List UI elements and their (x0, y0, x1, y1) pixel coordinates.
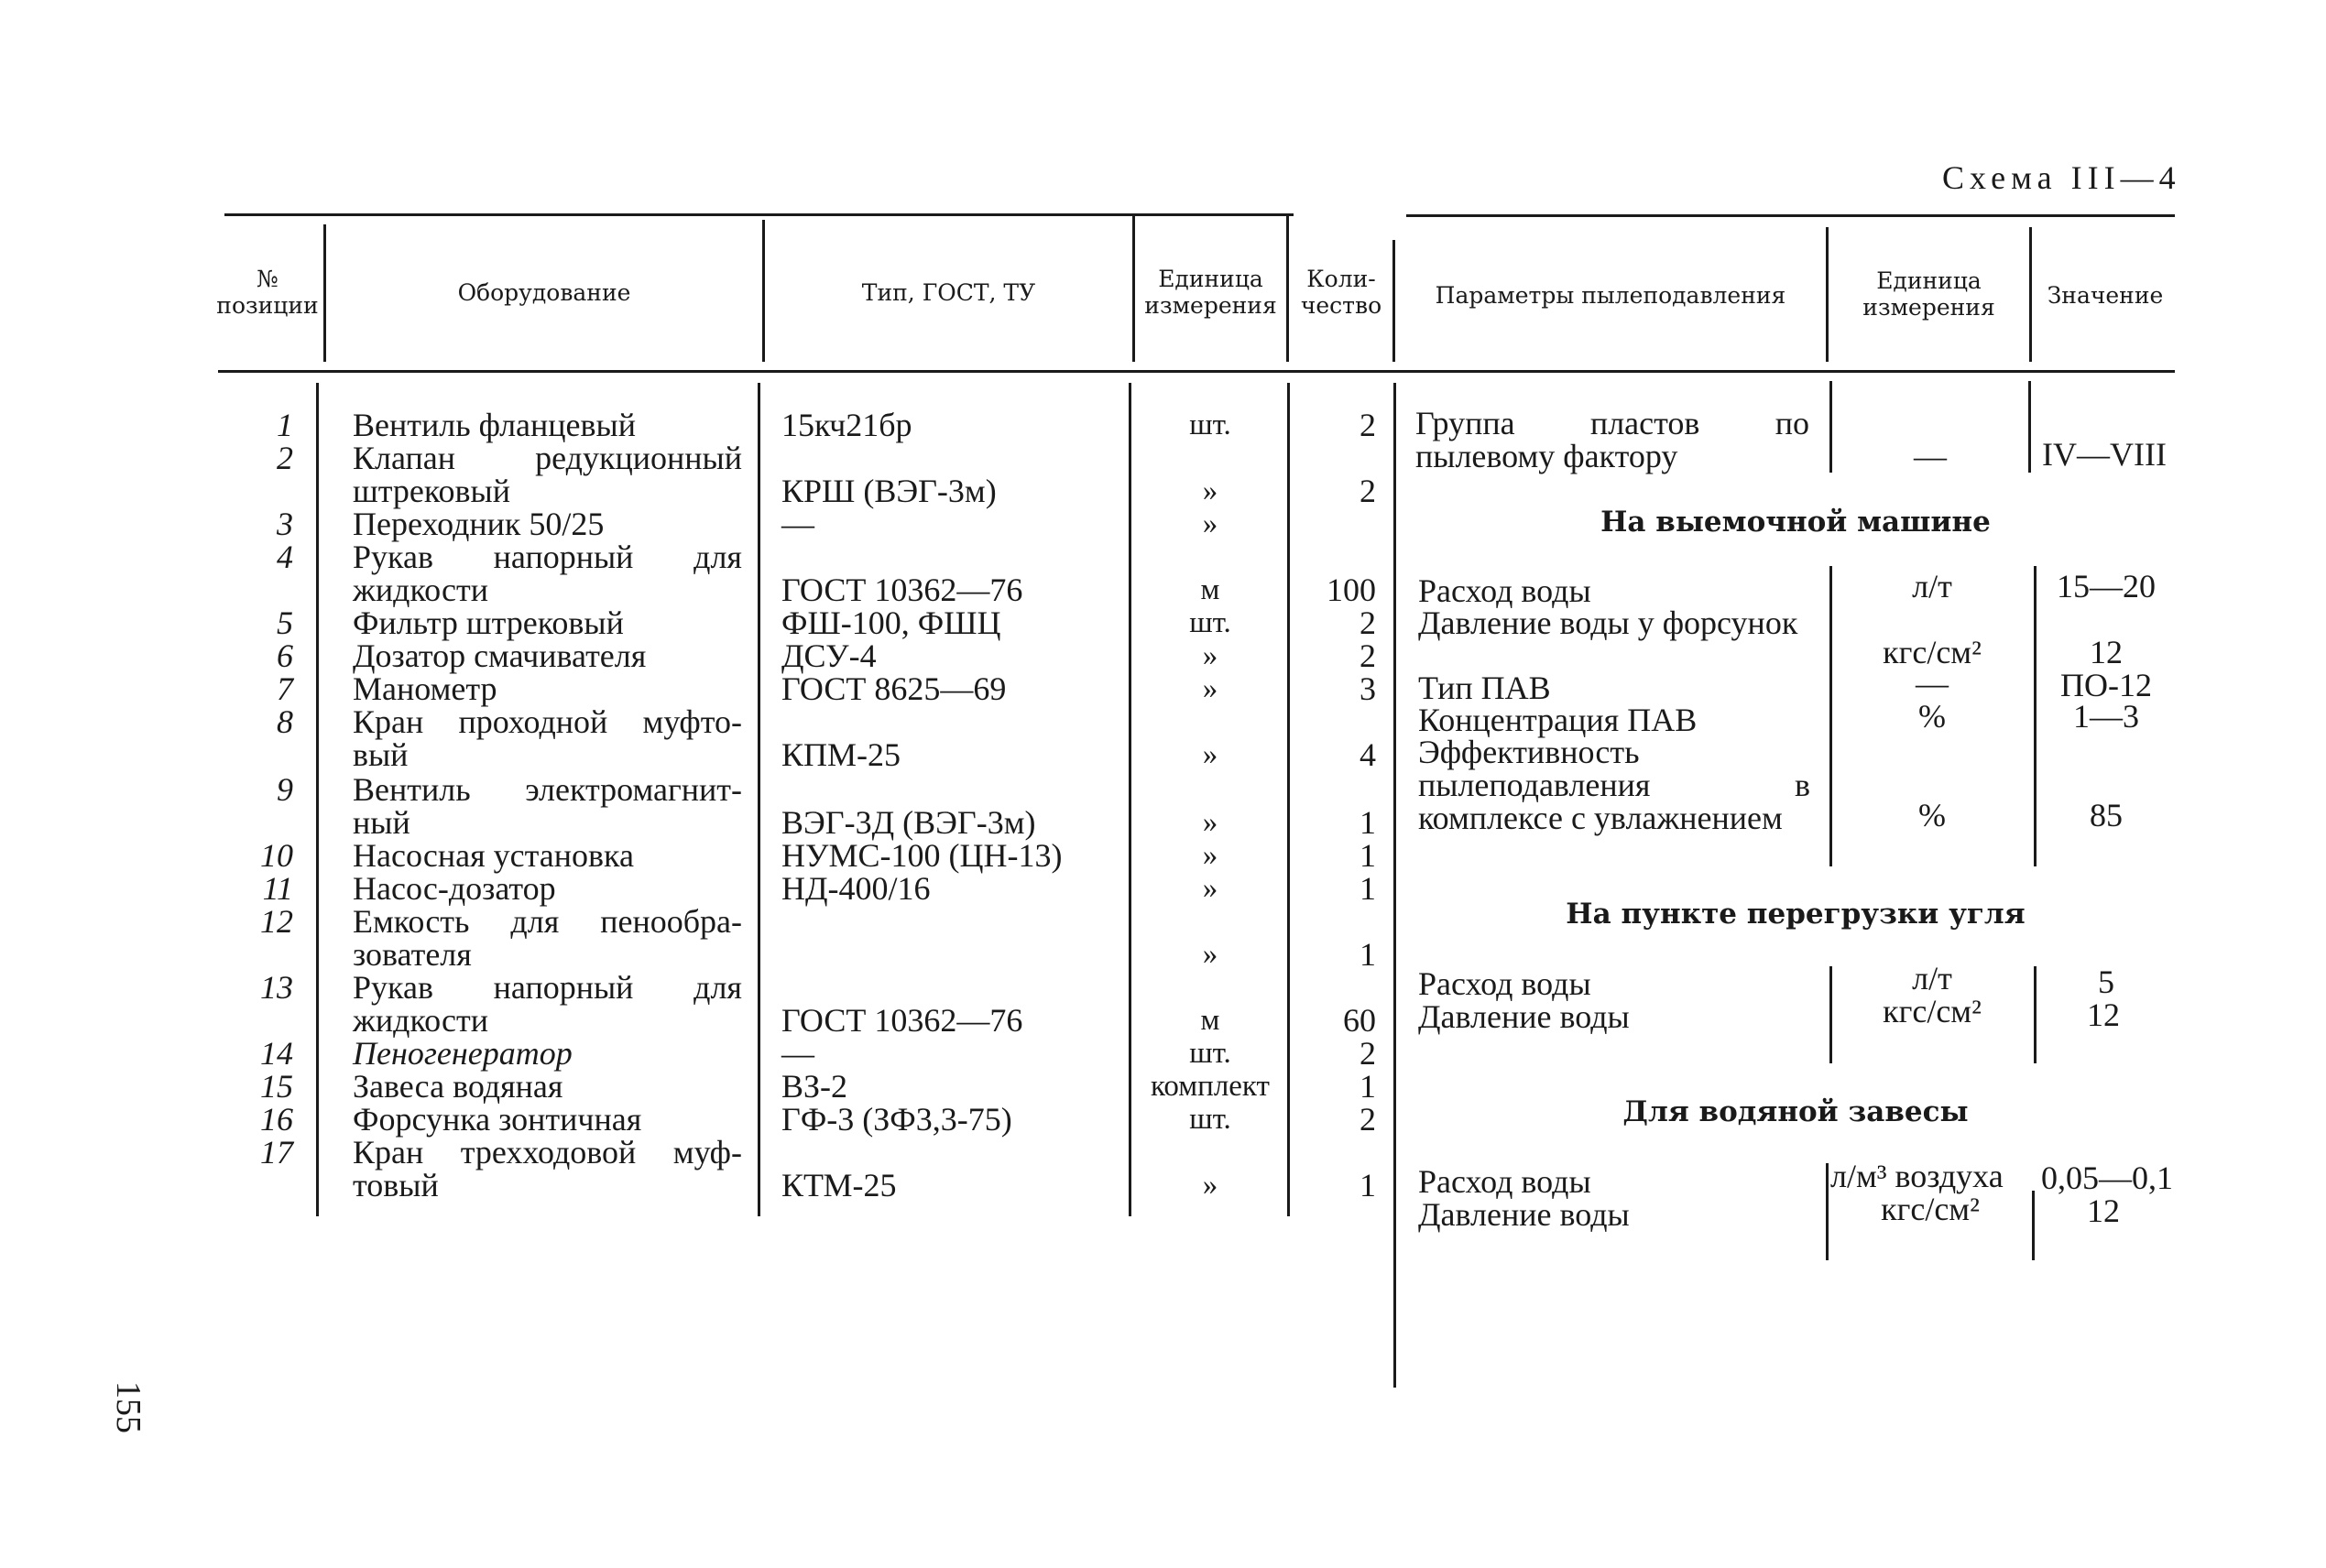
header-param-unit: Единица измерения (1862, 267, 1995, 321)
right-top-rule (1406, 214, 2175, 217)
body-div-2 (758, 383, 760, 1216)
equipment-unit: м (1200, 573, 1220, 606)
equipment-type: НД-400/16 (781, 870, 931, 907)
equipment-qty: 60 (1343, 1002, 1376, 1039)
equipment-unit: » (1202, 872, 1218, 905)
header-qty: Коли- чество (1300, 266, 1382, 319)
param-name: Тип ПАВ (1418, 670, 1551, 706)
row-number: 1 (277, 407, 293, 443)
param-group-unit: — (1914, 438, 1947, 474)
param-value: 12 (2087, 1192, 2120, 1229)
equipment-name: Вентиль фланцевый (353, 407, 636, 443)
param-group-value: IV—VIII (2042, 436, 2167, 473)
row-number: 15 (260, 1068, 293, 1105)
equipment-name: Дозатор смачивателя (353, 637, 647, 674)
hdr-div-4 (1286, 215, 1289, 362)
param-name: Давление воды (1418, 998, 1630, 1035)
equipment-unit: » (1202, 1169, 1218, 1202)
equipment-type: ГОСТ 8625—69 (781, 670, 1007, 707)
header-equipment: Оборудование (457, 279, 631, 306)
header-params: Параметры пылеподавления (1435, 282, 1786, 309)
param-unit: кгс/см² (1881, 1191, 1980, 1227)
param-name: Давление воды (1418, 1196, 1630, 1233)
param-group-name: Группа пластов по пылевому фактору (1415, 405, 1809, 474)
section-title-machine: На выемочной машине (1600, 506, 1991, 539)
row-number: 3 (277, 506, 293, 542)
equipment-unit: » (1202, 839, 1218, 872)
row-number: 9 (277, 771, 293, 808)
equipment-name: Переходник 50/25 (353, 506, 605, 542)
equipment-type: ДСУ-4 (781, 637, 877, 674)
param-unit: л/т (1912, 568, 1952, 604)
equipment-name: Емкость для пенообра-зователя (353, 903, 742, 973)
equipment-name: Насосная установка (353, 837, 634, 874)
param-unit: % (1918, 797, 1946, 833)
equipment-name: Фильтр штрековый (353, 604, 624, 641)
s3-div-b (2032, 1191, 2035, 1260)
param-value: 12 (2090, 634, 2123, 670)
equipment-qty: 2 (1360, 473, 1376, 509)
equipment-type: ГФ-3 (ЗФ3,3-75) (781, 1101, 1012, 1138)
equipment-type: КПМ-25 (781, 736, 901, 773)
param-value: 1—3 (2073, 698, 2139, 735)
equipment-qty: 2 (1360, 407, 1376, 443)
equipment-name: Кран трехходовой муф-товый (353, 1134, 742, 1203)
equipment-unit: » (1202, 474, 1218, 507)
equipment-name: Форсунка зонтичная (353, 1101, 642, 1138)
row-number: 4 (277, 539, 293, 575)
equipment-name: Рукав напорный для жидкости (353, 969, 742, 1039)
equipment-name: Рукав напорный для жидкости (353, 539, 742, 608)
row-number: 11 (262, 870, 293, 907)
row-number: 7 (277, 670, 293, 707)
param-value: ПО-12 (2060, 667, 2152, 703)
equipment-type: ГОСТ 10362—76 (781, 572, 1023, 608)
equipment-qty: 100 (1327, 572, 1376, 608)
equipment-qty: 3 (1360, 670, 1376, 707)
body-div-3 (1129, 383, 1131, 1216)
equipment-type: КРШ (ВЭГ-3м) (781, 473, 997, 509)
equipment-name: Насос-дозатор (353, 870, 556, 907)
scheme-title: Схема III—4 (1942, 159, 2181, 196)
equipment-qty: 2 (1360, 604, 1376, 641)
hdr-div-7 (2029, 227, 2032, 362)
equipment-unit: » (1202, 507, 1218, 540)
equipment-qty: 1 (1360, 870, 1376, 907)
param-name: Расход воды (1418, 572, 1591, 609)
hdr-div-3 (1132, 215, 1135, 362)
equipment-unit: » (1202, 639, 1218, 672)
equipment-unit: » (1202, 738, 1218, 771)
param-unit: кгс/см² (1883, 993, 1982, 1029)
section-title-curtain: Для водяной завесы (1622, 1095, 1969, 1128)
equipment-name: Завеса водяная (353, 1068, 563, 1105)
row-number: 8 (277, 703, 293, 740)
row-number: 2 (277, 440, 293, 476)
equipment-type: ВЗ-2 (781, 1068, 848, 1105)
equipment-qty: 1 (1360, 837, 1376, 874)
row-number: 12 (260, 903, 293, 940)
right-header-bottom-rule (1400, 370, 2175, 373)
param-unit: — (1916, 665, 1949, 702)
equipment-name: Манометр (353, 670, 497, 707)
equipment-qty: 2 (1360, 1035, 1376, 1072)
equipment-type: ГОСТ 10362—76 (781, 1002, 1023, 1039)
equipment-unit: шт. (1189, 606, 1231, 639)
param-name: Расход воды (1418, 1163, 1591, 1200)
equipment-type: — (781, 506, 814, 542)
row-number: 10 (260, 837, 293, 874)
param-value: 85 (2090, 797, 2123, 833)
equipment-type: КТМ-25 (781, 1167, 897, 1203)
hdr-div-5 (1392, 240, 1395, 362)
page-number: 155 (109, 1381, 147, 1433)
header-value: Значение (2047, 282, 2164, 309)
row-number: 6 (277, 637, 293, 674)
s3-div-a (1826, 1163, 1829, 1260)
g-div-b (2028, 381, 2031, 473)
equipment-unit: комплект (1151, 1070, 1270, 1103)
equipment-unit: » (1202, 806, 1218, 839)
header-type: Тип, ГОСТ, ТУ (861, 279, 1036, 306)
left-header-bottom-rule (218, 370, 1400, 373)
equipment-unit: м (1200, 1004, 1220, 1037)
param-name: Концентрация ПАВ (1418, 702, 1698, 738)
param-unit: % (1918, 698, 1946, 735)
equipment-type: НУМС-100 (ЦН-13) (781, 837, 1063, 874)
hdr-div-1 (323, 224, 326, 362)
equipment-qty: 4 (1360, 736, 1376, 773)
param-unit: л/м³ воздуха (1830, 1158, 2004, 1194)
row-number: 16 (260, 1101, 293, 1138)
equipment-unit: шт. (1189, 1037, 1231, 1070)
equipment-qty: 1 (1360, 936, 1376, 973)
equipment-type: ФШ-100, ФШЦ (781, 604, 1001, 641)
param-name: Эффективность пылеподавления в комплексе с увлажнением (1418, 734, 1810, 836)
equipment-unit: шт. (1189, 408, 1231, 441)
equipment-name: Вентиль электромагнит-ный (353, 771, 742, 841)
row-number: 5 (277, 604, 293, 641)
equipment-unit: шт. (1189, 1103, 1231, 1136)
hdr-div-6 (1826, 227, 1829, 362)
row-number: 13 (260, 969, 293, 1006)
body-div-1 (316, 383, 319, 1216)
equipment-name: Пеногенератор (353, 1035, 573, 1072)
row-number: 14 (260, 1035, 293, 1072)
equipment-unit: » (1202, 938, 1218, 971)
equipment-name: Кран проходной муфто-вый (353, 703, 742, 773)
equipment-qty: 2 (1360, 637, 1376, 674)
equipment-type: ВЭГ-3Д (ВЭГ-3м) (781, 804, 1036, 841)
equipment-type: 15кч21бр (781, 407, 912, 443)
param-value: 15—20 (2057, 568, 2156, 604)
equipment-type: — (781, 1035, 814, 1072)
body-div-5 (1393, 383, 1396, 1388)
equipment-qty: 1 (1360, 804, 1376, 841)
equipment-qty: 2 (1360, 1101, 1376, 1138)
section-title-transfer: На пункте перегрузки угля (1566, 898, 2026, 931)
equipment-unit: » (1202, 672, 1218, 705)
equipment-qty: 1 (1360, 1068, 1376, 1105)
row-number: 17 (260, 1134, 293, 1171)
header-unit: Единица измерения (1144, 266, 1277, 319)
param-name: Расход воды (1418, 965, 1591, 1002)
equipment-name: Клапан редукционный штрековый (353, 440, 742, 509)
param-value: 5 (2098, 964, 2114, 1000)
param-unit: л/т (1912, 960, 1952, 996)
param-name: Давление воды у форсунок (1418, 604, 1798, 641)
hdr-div-2 (762, 220, 765, 362)
param-unit: кгс/см² (1883, 634, 1982, 670)
param-value: 12 (2087, 996, 2120, 1033)
header-pos: № позиции (216, 266, 319, 319)
equipment-qty: 1 (1360, 1167, 1376, 1203)
param-value: 0,05—0,1 (2041, 1160, 2173, 1196)
